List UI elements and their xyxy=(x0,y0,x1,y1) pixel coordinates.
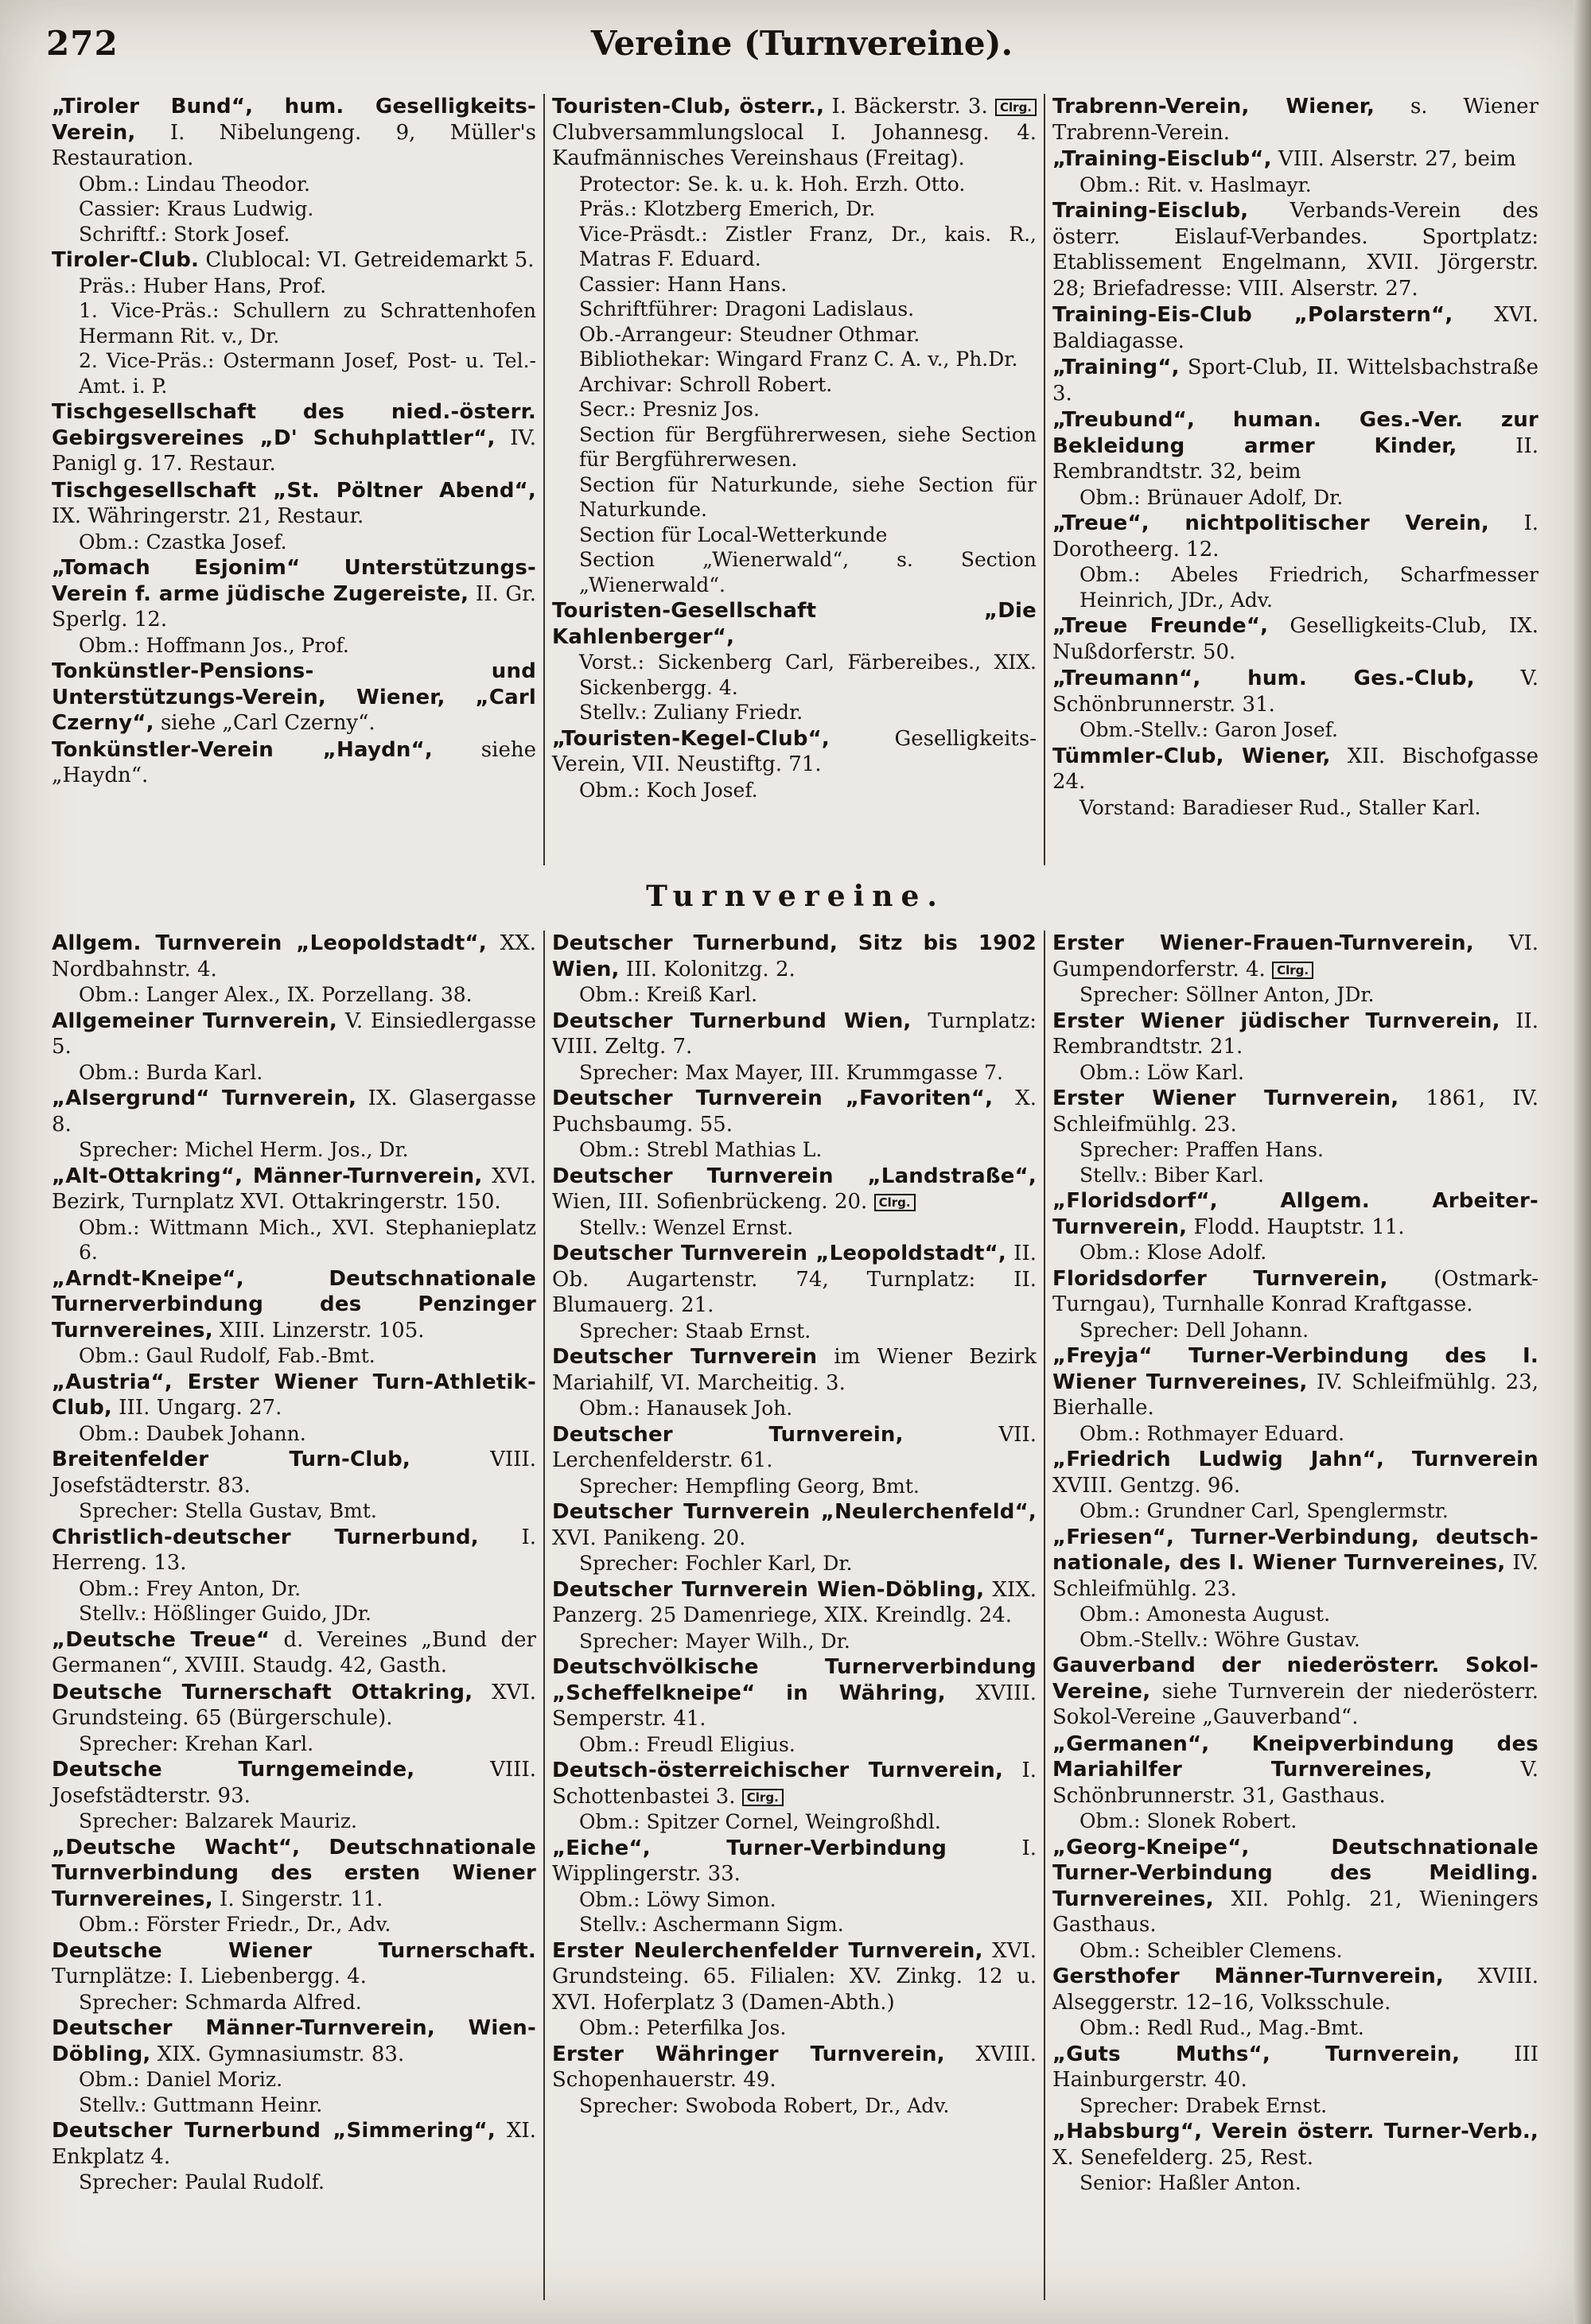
entry-detail-line: Obm.-Stellv.: Garon Josef. xyxy=(1079,718,1338,741)
entry-title: Deutscher Turnerbund Wien, xyxy=(552,1008,912,1033)
entry-address: siehe Turnverein der niederösterr. Sokol-Vereine „Gauverband“. xyxy=(1052,1679,1538,1729)
entry-address: XI. Enkplatz 4. xyxy=(52,2119,536,2169)
entry-detail-line: Ob.-Arrangeur: Steudner Othmar. xyxy=(579,322,920,346)
entry-detail-line: Stellv.: Guttmann Heinr. xyxy=(79,2093,323,2116)
directory-entry xyxy=(1052,931,1538,1008)
entry-detail-line: Sprecher: Drabek Ernst. xyxy=(1079,2093,1328,2117)
entry-detail-line: Obm.: Czastka Josef. xyxy=(79,530,287,554)
entry-title: Erster Wiener Turnverein, xyxy=(1052,1086,1399,1110)
entry-title: Tischgesellschaft des nied.-österr. Gebirgsvereines „D' Schuhplattler“, xyxy=(52,400,536,450)
directory-entry xyxy=(52,1835,536,1937)
entry-detail-line: Obm.: Daniel Moriz. xyxy=(79,2068,283,2091)
entry-address: IX. Währingerstr. 21, Restaur. xyxy=(52,504,364,528)
entry-detail-line: Schriftf.: Stork Josef. xyxy=(79,222,290,246)
directory-entry xyxy=(52,1447,536,1524)
entry-detail-line: Sprecher: Paulal Rudolf. xyxy=(79,2170,325,2194)
entry-detail-line: Obm.: Löwy Simon. xyxy=(579,1887,776,1911)
entry-title: Deutscher Turnverein xyxy=(552,1345,818,1369)
directory-entry xyxy=(1052,666,1538,743)
directory-entry xyxy=(552,1008,1037,1086)
entry-title: Deutscher Turnverein „Favoriten“, xyxy=(552,1086,994,1110)
entry-address: III Hainburgerstr. 40. xyxy=(1052,2042,1538,2092)
top-column-1 xyxy=(45,94,545,865)
entry-address: Turnplatz: VIII. Zeltg. 7. xyxy=(552,1008,1037,1059)
entry-title: „Arndt-Kneipe“, Deutschnationale Turnerverbindung des Penzinger Turnvereines, xyxy=(52,1266,536,1343)
directory-entry xyxy=(1052,94,1538,146)
entry-detail-line: Protector: Se. k. u. k. Hoh. Erzh. Otto. xyxy=(579,172,966,196)
entry-title: Touristen-Gesellschaft „Die Kahlenberger“, xyxy=(552,599,1037,649)
entry-address: Turnplätze: I. Liebenbergg. 4. xyxy=(52,1965,367,1988)
entry-detail-line: Obm.: Rothmayer Eduard. xyxy=(1079,1421,1345,1445)
entry-detail-line: Schriftführer: Dragoni Ladislaus. xyxy=(579,297,915,321)
entry-title: Gersthofer Männer-Turnverein, xyxy=(1052,1965,1444,1988)
entry-detail-line: 1. Vice-Präs.: Schullern zu Schrattenhofen Hermann Rit. v., Dr. xyxy=(79,299,536,348)
entry-title: Deutsche Wiener Turnerschaft. xyxy=(52,1938,536,1963)
entry-title: „Alt-Ottakring“, Männer-Turnverein, xyxy=(52,1164,483,1188)
entry-address: XVI. Baldiagasse. xyxy=(1052,303,1538,353)
entry-detail-line: Archivar: Schroll Robert. xyxy=(579,372,833,396)
entry-address: VII. Lerchenfelderstr. 61. xyxy=(552,1422,1037,1472)
entry-address: IV. Schleifmühlg. 23. xyxy=(1052,1551,1539,1601)
entry-detail-line: Sprecher: Söllner Anton, JDr. xyxy=(1079,983,1375,1006)
entry-detail-line: Stellv.: Hößlinger Guido, JDr. xyxy=(79,1602,372,1625)
entry-detail-line: Obm.: Rit. v. Haslmayr. xyxy=(1079,173,1312,196)
entry-detail-line: Sprecher: Balzarek Mauriz. xyxy=(79,1809,357,1832)
entry-detail-line: Obm.: Daubek Johann. xyxy=(79,1421,306,1445)
entry-title: „Austria“, Erster Wiener Turn-Athletik-Club, xyxy=(52,1370,536,1420)
entry-title: Deutscher Turnverein „Landstraße“, xyxy=(552,1164,1037,1188)
directory-entry xyxy=(1052,511,1538,612)
entry-address: XVIII. Schopenhauerstr. 49. xyxy=(552,2042,1037,2092)
entry-detail-line: Obm.: Scheibler Clemens. xyxy=(1079,1938,1343,1962)
entry-title: Breitenfelder Turn-Club, xyxy=(52,1448,410,1471)
directory-entry xyxy=(52,94,536,247)
directory-entry xyxy=(552,598,1037,725)
entry-detail-line: Section „Wienerwald“, s. Section „Wienerwald“. xyxy=(579,548,1037,597)
entry-title: Deutscher Turnerbund, Sitz bis 1902 Wien, xyxy=(552,931,1037,981)
entry-detail-line: Vice-Präsdt.: Zistler Franz, Dr., kais. R., Matras F. Eduard. xyxy=(579,222,1037,270)
entry-title: Tiroler-Club. xyxy=(52,248,200,272)
entry-address: Sport-Club, II. Wittelsbachstraße 3. xyxy=(1052,356,1538,406)
entry-detail-line: Sprecher: Krehan Karl. xyxy=(79,1731,314,1755)
entry-address: II. Rembrandtstr. 32, beim xyxy=(1052,433,1538,484)
entry-title: Tonkünstler-Pensions- und Unterstützungs-Verein, Wiener, „Carl Czerny“, xyxy=(52,659,536,735)
entry-address: Verbands-Verein des österr. Eislauf-Verbandes. Sportplatz: Etablissement Engelmann, XVII. Jörgerstr. 28; Briefadresse: VIII. Alserstr. 27. xyxy=(1052,199,1538,301)
entry-title: „Floridsdorf“, Allgem. Arbeiter-Turnverein, xyxy=(1052,1189,1538,1239)
entry-title: Deutschvölkische Turnerverbindung „Scheffelkneipe“ in Währing, xyxy=(552,1655,1037,1705)
entry-address: II. Ob. Augartenstr. 74, Turnplatz: II. Blumauerg. 21. xyxy=(552,1242,1037,1317)
directory-entry xyxy=(552,931,1037,1008)
directory-entry xyxy=(1052,1835,1538,1964)
entry-detail-line: Sprecher: Mayer Wilh., Dr. xyxy=(579,1629,850,1653)
entry-address: IV. Panigl g. 17. Restaur. xyxy=(52,426,537,476)
top-column-2 xyxy=(545,94,1045,865)
entry-title: Christlich-deutscher Turnerbund, xyxy=(52,1525,479,1549)
entry-title: „Deutsche Treue“ xyxy=(52,1627,270,1652)
entry-detail-line: Obm.: Strebl Mathias L. xyxy=(579,1138,823,1161)
entry-title: Allgemeiner Turnverein, xyxy=(52,1008,337,1033)
directory-entry xyxy=(1052,355,1538,406)
directory-entry xyxy=(52,1680,536,1757)
entry-title: Deutsch-österreichischer Turnverein, xyxy=(552,1759,1004,1782)
directory-entry xyxy=(1052,1188,1538,1265)
directory-entry xyxy=(552,94,1037,597)
directory-entry xyxy=(52,1938,536,2015)
entry-detail-line: Sprecher: Max Mayer, III. Krummgasse 7. xyxy=(579,1060,1003,1084)
directory-entry xyxy=(1052,407,1538,510)
directory-entry xyxy=(1052,1266,1538,1343)
bottom-section xyxy=(45,931,1556,2300)
directory-entry xyxy=(1052,613,1538,665)
directory-entry xyxy=(52,478,536,555)
entry-address: I. Nibelungeng. 9, Müller's Restauration. xyxy=(52,120,536,170)
entry-address: V. Einsiedlergasse 5. xyxy=(52,1008,536,1059)
entry-address: Flodd. Hauptstr. 11. xyxy=(1187,1214,1405,1239)
entry-detail-line: Cassier: Hann Hans. xyxy=(579,272,788,296)
directory-entry xyxy=(1052,302,1538,354)
entry-detail-line: Obm.: Langer Alex., IX. Porzellang. 38. xyxy=(79,983,473,1006)
entry-address: XII. Pohlg. 21, Wieningers Gasthaus. xyxy=(1052,1887,1538,1937)
directory-entry xyxy=(52,399,536,477)
clrg-badge: Clrg. xyxy=(874,1194,916,1211)
entry-detail-line: Sprecher: Swoboda Robert, Dr., Adv. xyxy=(579,2093,950,2117)
entry-title: Training-Eis-Club „Polarstern“, xyxy=(1052,303,1453,327)
entry-address: V. Schönbrunnerstr. 31. xyxy=(1052,666,1539,717)
entry-detail-line: Sprecher: Stella Gustav, Bmt. xyxy=(79,1499,377,1522)
directory-entry xyxy=(552,2042,1037,2119)
entry-title: Tonkünstler-Verein „Haydn“, xyxy=(52,737,433,762)
entry-detail-line: Obm.: Slonek Robert. xyxy=(1079,1809,1297,1832)
entry-title: Deutscher Männer-Turnverein, Wien-Döbling, xyxy=(52,2016,536,2066)
entry-detail-line: Obm.: Gaul Rudolf, Fab.-Bmt. xyxy=(79,1344,375,1367)
entry-address: XVIII. Semperstr. 41. xyxy=(552,1681,1037,1731)
entry-title: Tümmler-Club, Wiener, xyxy=(1052,744,1331,768)
entry-title: Touristen-Club, österr., xyxy=(552,95,825,119)
directory-entry xyxy=(1052,1964,1538,2041)
entry-detail-line: Obm.: Frey Anton, Dr. xyxy=(79,1576,301,1600)
directory-entry xyxy=(52,1627,536,1679)
entry-detail-line: Obm.: Hanausek Joh. xyxy=(579,1397,793,1420)
entry-title: „Treumann“, hum. Ges.-Club, xyxy=(1052,666,1475,690)
directory-entry xyxy=(1052,1447,1538,1524)
entry-title: „Georg-Kneipe“, Deutschnationale Turner-Verbindung des Meidling. Turnvereines, xyxy=(1052,1835,1538,1911)
entry-title: „Touristen-Kegel-Club“, xyxy=(552,726,830,751)
entry-address: XII. Bischofgasse 24. xyxy=(1052,744,1538,794)
entry-address: XVI. Bezirk, Turnplatz XVI. Ottakringerstr. 150. xyxy=(52,1164,536,1214)
entry-address: XIII. Linzerstr. 105. xyxy=(212,1318,425,1343)
directory-entry xyxy=(1052,1525,1538,1653)
entry-address: XVI. Panikeng. 20. xyxy=(552,1525,746,1550)
entry-title: Trabrenn-Verein, Wiener, xyxy=(1052,95,1375,119)
entry-detail-line: Obm.: Lindau Theodor. xyxy=(79,172,311,196)
entry-detail-line: Obm.: Peterfilka Jos. xyxy=(579,2016,787,2039)
entry-title: „Training“, xyxy=(1052,356,1180,379)
entry-address: I. Bäckerstr. 3. Clrg. Clubversammlungslocal I. Johannesg. 4. Kaufmännisches Vereinshaus (Freitag). xyxy=(552,95,1037,170)
entry-detail-line: Cassier: Kraus Ludwig. xyxy=(79,197,314,220)
directory-entry xyxy=(52,1086,536,1163)
entry-detail-line: Section für Naturkunde, siehe Section für Naturkunde. xyxy=(579,472,1037,521)
directory-entry xyxy=(52,1266,536,1369)
entry-title: „Deutsche Wacht“, Deutschnationale Turnverbindung des ersten Wiener Turnvereines, xyxy=(52,1835,536,1911)
directory-entry xyxy=(52,2015,536,2117)
entry-title: „Freyja“ Turner-Verbindung des I. Wiener Turnvereines, xyxy=(1052,1344,1538,1394)
clrg-badge: Clrg. xyxy=(995,99,1037,116)
directory-entry xyxy=(1052,2042,1538,2119)
entry-address: Geselligkeits-Club, IX. Nußdorferstr. 50. xyxy=(1052,614,1538,664)
entry-detail-line: Section für Local-Wetterkunde xyxy=(579,523,888,546)
entry-title: „Tiroler Bund“, hum. Geselligkeits-Verein, xyxy=(52,95,536,145)
directory-entry xyxy=(1052,1008,1538,1086)
entry-title: Tischgesellschaft „St. Pöltner Abend“, xyxy=(52,478,536,503)
entry-address: Clublocal: VI. Getreidemarkt 5. xyxy=(199,248,535,272)
entry-address: siehe „Carl Czerny“. xyxy=(154,711,375,735)
entry-title: Deutscher Turnerbund „Simmering“, xyxy=(52,2119,496,2143)
entry-title: „Guts Muths“, Turnverein, xyxy=(1052,2042,1461,2066)
directory-entry xyxy=(52,555,536,658)
entry-detail-line: Obm.: Freudl Eligius. xyxy=(579,1732,796,1756)
entry-address: XIX. Gymnasiumstr. 83. xyxy=(150,2042,405,2066)
entry-address: d. Vereines „Bund der Germanen“, XVIII. Staudg. 42, Gasth. xyxy=(52,1627,536,1677)
entry-detail-line: Präs.: Klotzberg Emerich, Dr. xyxy=(579,197,876,220)
entry-address: 1861, IV. Schleifmühlg. 23. xyxy=(1052,1086,1538,1137)
entry-title: „Alsergrund“ Turnverein, xyxy=(52,1086,357,1110)
entry-address: VIII. Alserstr. 27, beim xyxy=(1271,147,1516,171)
entry-address: II. Gr. Sperlg. 12. xyxy=(52,581,536,632)
entry-address: VIII. Josefstädterstr. 83. xyxy=(52,1448,536,1498)
entry-detail-line: Sprecher: Staab Ernst. xyxy=(579,1319,811,1343)
entry-address: XIX. Panzerg. 25 Damenriege, XIX. Kreindlg. 24. xyxy=(552,1577,1037,1627)
entry-address: XVIII. Gentzg. 96. xyxy=(1052,1473,1241,1498)
entry-detail-line: Obm.: Kreiß Karl. xyxy=(579,983,758,1006)
entry-title: „Training-Eisclub“, xyxy=(1052,147,1272,171)
entry-detail-line: Obm.: Abeles Friedrich, Scharfmesser Heinrich, JDr., Adv. xyxy=(1079,563,1538,612)
directory-entry xyxy=(1052,1343,1538,1446)
clrg-badge: Clrg. xyxy=(1272,962,1313,979)
directory-entry xyxy=(52,1370,536,1447)
entry-detail-line: Stellv.: Zuliany Friedr. xyxy=(579,701,803,724)
directory-entry xyxy=(552,1344,1037,1421)
bottom-column-1 xyxy=(45,931,545,2300)
entry-detail-line: Secr.: Presniz Jos. xyxy=(579,398,760,421)
entry-title: Erster Neulerchenfelder Turnverein, xyxy=(552,1938,983,1963)
entry-address: III. Kolonitzg. 2. xyxy=(619,957,796,981)
entry-detail-line: Obm.: Amonesta August. xyxy=(1079,1603,1331,1626)
entry-title: „Friedrich Ludwig Jahn“, Turnverein xyxy=(1052,1448,1538,1471)
entry-detail-line: Sprecher: Hempfling Georg, Bmt. xyxy=(579,1474,920,1498)
top-column-3 xyxy=(1045,94,1546,865)
entry-address: (Ostmark-Turngau), Turnhalle Konrad Kraftgasse. xyxy=(1052,1266,1538,1316)
directory-entry xyxy=(52,659,536,736)
page-edge xyxy=(1573,0,1591,2324)
entry-address: II. Rembrandtstr. 21. xyxy=(1052,1008,1538,1059)
entry-title: Deutscher Turnverein, xyxy=(552,1422,904,1447)
entry-detail-line: Obm.-Stellv.: Wöhre Gustav. xyxy=(1079,1627,1360,1651)
directory-entry xyxy=(52,1525,536,1626)
entry-address: III. Ungarg. 27. xyxy=(112,1396,282,1420)
entry-detail-line: Section für Bergführerwesen, siehe Section für Bergführerwesen. xyxy=(579,422,1037,471)
entry-title: „Habsburg“, Verein österr. Turner-Verb., xyxy=(1052,2120,1538,2143)
entry-detail-line: Stellv.: Biber Karl. xyxy=(1079,1163,1264,1187)
entry-detail-line: Sprecher: Schmarda Alfred. xyxy=(79,1990,362,2014)
directory-entry xyxy=(52,737,536,789)
entry-title: Deutscher Turnverein „Leopoldstadt“, xyxy=(552,1242,1006,1265)
entry-detail-line: Sprecher: Praffen Hans. xyxy=(1079,1138,1324,1161)
directory-entry xyxy=(552,1499,1037,1576)
directory-entry xyxy=(552,1758,1037,1835)
directory-entry xyxy=(552,726,1037,803)
entry-detail-line: Sprecher: Fochler Karl, Dr. xyxy=(579,1552,853,1575)
entry-title: „Treubund“, human. Ges.-Ver. zur Bekleidung armer Kinder, xyxy=(1052,408,1538,458)
entry-address: I. Singerstr. 11. xyxy=(212,1887,383,1911)
entry-detail-line: Vorst.: Sickenberg Carl, Färbereibes., XIX. Sickenbergg. 4. xyxy=(579,651,1037,699)
entry-address: I. Wipplingerstr. 33. xyxy=(552,1836,1037,1886)
entry-detail-line: Obm.: Spitzer Cornel, Weingroßhdl. xyxy=(579,1810,941,1833)
entry-title: Gauverband der niederösterr. Sokol-Vereine, xyxy=(1052,1654,1538,1704)
directory-entry xyxy=(1052,146,1538,197)
entry-title: Training-Eisclub, xyxy=(1052,199,1249,223)
directory-entry xyxy=(552,1086,1037,1163)
directory-entry xyxy=(52,931,536,1008)
clrg-badge: Clrg. xyxy=(742,1789,784,1806)
entry-address: siehe „Haydn“. xyxy=(52,737,536,787)
directory-entry xyxy=(552,1836,1037,1937)
bottom-column-2 xyxy=(545,931,1045,2300)
entry-address: VIII. Josefstädterstr. 93. xyxy=(52,1758,536,1808)
entry-detail-line: Obm.: Löw Karl. xyxy=(1079,1060,1244,1084)
entry-title: „Treue“, nichtpolitischer Verein, xyxy=(1052,511,1489,535)
entry-address: XVI. Grundsteing. 65 (Bürgerschule). xyxy=(52,1680,536,1730)
entry-detail-line: Obm.: Redl Rud., Mag.-Bmt. xyxy=(1079,2016,1364,2039)
directory-entry xyxy=(52,1164,536,1265)
entry-address: XVI. Grundsteing. 65. Filialen: XV. Zinkg. 12 u. XVI. Hoferplatz 3 (Damen-Abth.) xyxy=(552,1938,1037,2015)
entry-address: XX. Nordbahnstr. 4. xyxy=(52,931,536,981)
page-header xyxy=(46,21,1558,68)
entry-title: „Treue Freunde“, xyxy=(1052,614,1269,638)
entry-detail-line: Bibliothekar: Wingard Franz C. A. v., Ph.Dr. xyxy=(579,348,1018,371)
entry-title: Allgem. Turnverein „Leopoldstadt“, xyxy=(52,931,487,955)
entry-detail-line: Präs.: Huber Hans, Prof. xyxy=(79,274,327,297)
entry-address: V. Schönbrunnerstr. 31, Gasthaus. xyxy=(1052,1758,1538,1808)
entry-detail-line: Obm.: Wittmann Mich., XVI. Stephanieplatz 6. xyxy=(79,1215,536,1264)
bottom-column-3 xyxy=(1045,931,1546,2300)
entry-title: „Friesen“, Turner-Verbindung, deutsch-nationale, des I. Wiener Turnvereines, xyxy=(1052,1525,1538,1575)
entry-detail-line: Sprecher: Michel Herm. Jos., Dr. xyxy=(79,1138,409,1161)
directory-entry xyxy=(52,2118,536,2195)
entry-detail-line: Stellv.: Wenzel Ernst. xyxy=(579,1215,794,1239)
entry-title: Deutsche Turnerschaft Ottakring, xyxy=(52,1680,473,1704)
entry-title: „Eiche“, Turner-Verbindung xyxy=(552,1836,947,1860)
entry-address: X. Puchsbaumg. 55. xyxy=(552,1086,1037,1137)
entry-address: X. Senefelderg. 25, Rest. xyxy=(1052,2145,1313,2170)
directory-entry xyxy=(1052,2119,1538,2196)
entry-title: „Germanen“, Kneipverbindung des Mariahilfer Turnvereines, xyxy=(1052,1731,1538,1782)
directory-entry xyxy=(52,1008,536,1086)
entry-detail-line: Senior: Haßler Anton. xyxy=(1079,2171,1301,2194)
entry-detail-line: Vorstand: Baradieser Rud., Staller Karl. xyxy=(1079,795,1481,819)
entry-detail-line: Stellv.: Aschermann Sigm. xyxy=(579,1913,844,1936)
entry-address: IX. Glasergasse 8. xyxy=(52,1086,536,1137)
entry-address: im Wiener Bezirk Mariahilf, VI. Marcheitig. 3. xyxy=(552,1345,1037,1395)
entry-detail-line: Obm.: Klose Adolf. xyxy=(1079,1241,1267,1264)
entry-title: Erster Währinger Turnverein, xyxy=(552,2042,945,2066)
entry-address: Geselligkeits-Verein, VII. Neustiftg. 71. xyxy=(552,726,1037,776)
page-number: 272 xyxy=(46,24,119,63)
entry-address: XVIII. Alseggerstr. 12–16, Volksschule. xyxy=(1052,1965,1538,2015)
directory-entry xyxy=(552,1164,1037,1241)
directory-entry xyxy=(552,1241,1037,1343)
page-title: Vereine (Turnvereine). xyxy=(590,24,1013,63)
entry-title: Deutscher Turnverein „Neulerchenfeld“, xyxy=(552,1500,1037,1524)
entry-address: I. Herreng. 13. xyxy=(52,1525,536,1575)
directory-entry xyxy=(52,247,536,398)
entry-title: Floridsdorfer Turnverein, xyxy=(1052,1266,1388,1291)
entry-address: IV. Schleifmühlg. 23, Bierhalle. xyxy=(1052,1370,1538,1420)
directory-entry xyxy=(1052,744,1538,821)
entry-detail-line: Obm.: Brünauer Adolf, Dr. xyxy=(1079,485,1344,509)
section-heading: Turnvereine. xyxy=(646,880,945,913)
entry-detail-line: Obm.: Koch Josef. xyxy=(579,778,758,802)
directory-entry xyxy=(1052,1653,1538,1731)
directory-entry xyxy=(1052,1731,1538,1834)
entry-title: Deutsche Turngemeinde, xyxy=(52,1758,415,1782)
entry-detail-line: Obm.: Grundner Carl, Spenglermstr. xyxy=(1079,1499,1449,1522)
entry-detail-line: Obm.: Hoffmann Jos., Prof. xyxy=(79,633,349,657)
entry-title: Deutscher Turnverein Wien-Döbling, xyxy=(552,1577,985,1602)
directory-entry xyxy=(1052,1086,1538,1187)
entry-address: I. Dorotheerg. 12. xyxy=(1052,511,1538,562)
directory-entry xyxy=(1052,198,1538,301)
entry-title: „Tomach Esjonim“ Unterstützungs-Verein f. arme jüdische Zugereiste, xyxy=(52,556,536,606)
entry-detail-line: Obm.: Förster Friedr., Dr., Adv. xyxy=(79,1913,391,1936)
top-section xyxy=(45,94,1556,865)
entry-address: Wien, III. Sofienbrückeng. 20. Clrg. xyxy=(552,1190,916,1214)
entry-title: Erster Wiener jüdischer Turnverein, xyxy=(1052,1008,1500,1033)
entry-detail-line: Obm.: Burda Karl. xyxy=(79,1060,263,1084)
entry-address: s. Wiener Trabrenn-Verein. xyxy=(1052,95,1538,145)
directory-entry xyxy=(552,1938,1037,2041)
entry-address: VI. Gumpendorferstr. 4. Clrg. xyxy=(1052,931,1538,981)
directory-entry xyxy=(552,1654,1037,1757)
entry-title: Erster Wiener-Frauen-Turnverein, xyxy=(1052,931,1474,955)
entry-address: I. Schottenbastei 3. Clrg. xyxy=(552,1759,1037,1809)
directory-entry xyxy=(552,1577,1037,1654)
directory-entry xyxy=(552,1422,1037,1499)
entry-detail-line: Sprecher: Dell Johann. xyxy=(1079,1318,1309,1342)
entry-detail-line: 2. Vice-Präs.: Ostermann Josef, Post- u. Tel.-Amt. i. P. xyxy=(79,349,536,398)
directory-entry xyxy=(52,1757,536,1834)
